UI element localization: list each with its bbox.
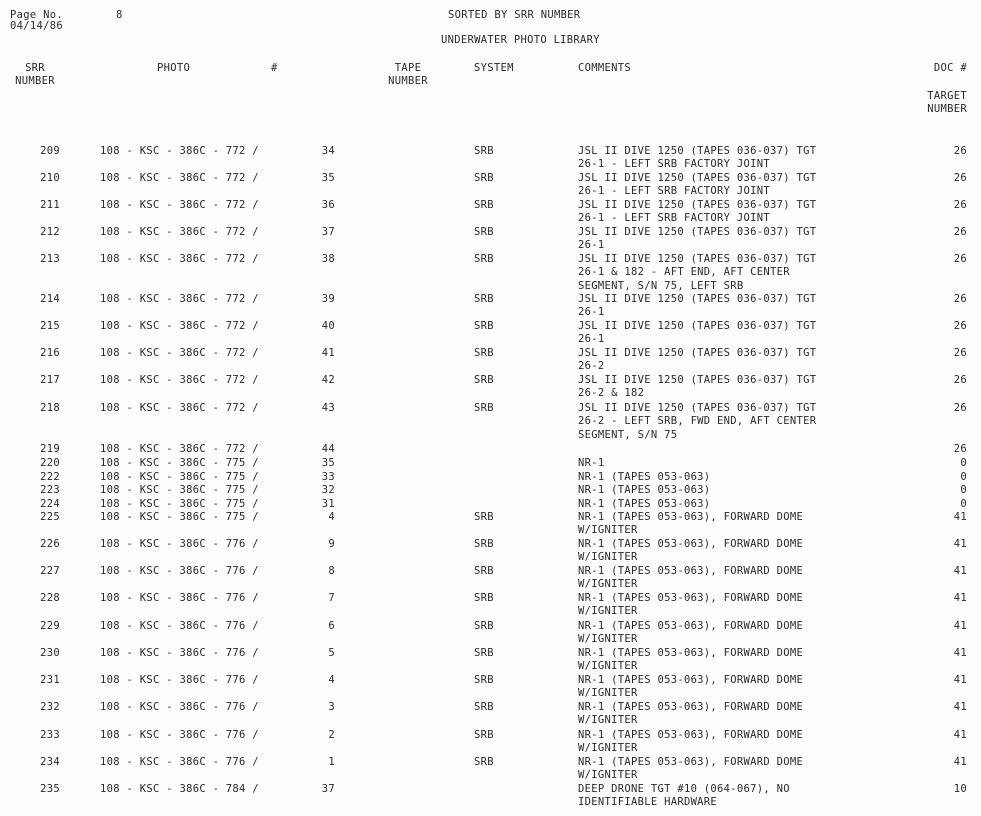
- system-cell: SRB: [474, 199, 494, 211]
- photo-number-cell: 8: [328, 565, 335, 577]
- target-number-cell: 26: [953, 226, 967, 238]
- photo-number-cell: 42: [321, 374, 335, 386]
- target-number-cell: 41: [953, 565, 967, 577]
- page-label: Page No.: [10, 9, 63, 21]
- photo-id-cell: 108 - KSC - 386C - 776 /: [100, 565, 259, 577]
- photo-id-cell: 108 - KSC - 386C - 772 /: [100, 253, 259, 265]
- comment-line: NR-1 (TAPES 053-063): [578, 471, 711, 483]
- system-cell: SRB: [474, 402, 494, 414]
- system-cell: SRB: [474, 145, 494, 157]
- comment-line: W/IGNITER: [578, 524, 638, 537]
- photo-number-cell: 37: [321, 226, 335, 238]
- target-number-cell: 41: [953, 620, 967, 632]
- photo-id-cell: 108 - KSC - 386C - 776 /: [100, 647, 259, 659]
- srr-number-cell: 212: [40, 226, 60, 238]
- photo-id-cell: 108 - KSC - 386C - 772 /: [100, 226, 259, 238]
- comment-line: NR-1 (TAPES 053-063), FORWARD DOME: [578, 565, 804, 577]
- comment-line: W/IGNITER: [578, 769, 638, 782]
- comment-line: NR-1 (TAPES 053-063): [578, 498, 711, 510]
- comment-line: JSL II DIVE 1250 (TAPES 036-037) TGT: [578, 145, 817, 157]
- srr-number-cell: 223: [40, 484, 60, 496]
- srr-number-cell: 224: [40, 498, 60, 510]
- report-title: UNDERWATER PHOTO LIBRARY: [441, 34, 600, 46]
- srr-number-cell: 218: [40, 402, 60, 414]
- photo-number-cell: 35: [321, 172, 335, 184]
- srr-number-cell: 227: [40, 565, 60, 577]
- comment-line: 26-2 & 182: [578, 387, 645, 400]
- comment-line: JSL II DIVE 1250 (TAPES 036-037) TGT: [578, 199, 817, 211]
- photo-number-cell: 4: [328, 674, 335, 686]
- srr-number-cell: 225: [40, 511, 60, 523]
- comment-line: 26-1: [578, 239, 605, 252]
- srr-number-cell: 215: [40, 320, 60, 332]
- col-srr: [6, 62, 64, 88]
- srr-number-cell: 219: [40, 443, 60, 455]
- system-cell: SRB: [474, 538, 494, 550]
- photo-number-cell: 1: [328, 756, 335, 768]
- photo-id-cell: 108 - KSC - 386C - 776 /: [100, 756, 259, 768]
- comment-line: NR-1 (TAPES 053-063): [578, 484, 711, 496]
- srr-number-cell: 222: [40, 471, 60, 483]
- comment-line: JSL II DIVE 1250 (TAPES 036-037) TGT: [578, 374, 817, 386]
- photo-number-cell: 36: [321, 199, 335, 211]
- system-cell: SRB: [474, 674, 494, 686]
- system-cell: SRB: [474, 253, 494, 265]
- comment-line: NR-1 (TAPES 053-063), FORWARD DOME: [578, 701, 804, 713]
- photo-id-cell: 108 - KSC - 386C - 775 /: [100, 457, 259, 469]
- photo-id-cell: 108 - KSC - 386C - 772 /: [100, 443, 259, 455]
- srr-number-cell: 217: [40, 374, 60, 386]
- comment-line: 26-1 - LEFT SRB FACTORY JOINT: [578, 185, 771, 198]
- srr-number-cell: 229: [40, 620, 60, 632]
- photo-id-cell: 108 - KSC - 386C - 772 /: [100, 374, 259, 386]
- photo-id-cell: 108 - KSC - 386C - 772 /: [100, 402, 259, 414]
- target-number-cell: 41: [953, 756, 967, 768]
- comment-line: JSL II DIVE 1250 (TAPES 036-037) TGT: [578, 226, 817, 238]
- comment-line: NR-1 (TAPES 053-063), FORWARD DOME: [578, 592, 804, 604]
- comment-line: NR-1 (TAPES 053-063), FORWARD DOME: [578, 511, 804, 523]
- comment-line: W/IGNITER: [578, 578, 638, 591]
- comment-line: JSL II DIVE 1250 (TAPES 036-037) TGT: [578, 347, 817, 359]
- photo-id-cell: 108 - KSC - 386C - 776 /: [100, 674, 259, 686]
- target-number-cell: 26: [953, 199, 967, 211]
- srr-number-cell: 226: [40, 538, 60, 550]
- photo-id-cell: 108 - KSC - 386C - 776 /: [100, 538, 259, 550]
- target-number-cell: 26: [953, 443, 967, 455]
- photo-number-cell: 4: [328, 511, 335, 523]
- comment-line: JSL II DIVE 1250 (TAPES 036-037) TGT: [578, 402, 817, 414]
- photo-id-cell: 108 - KSC - 386C - 784 /: [100, 783, 259, 795]
- comment-line: 26-2 - LEFT SRB, FWD END, AFT CENTER: [578, 415, 817, 428]
- photo-number-cell: 31: [321, 498, 335, 510]
- system-cell: SRB: [474, 511, 494, 523]
- system-cell: SRB: [474, 620, 494, 632]
- system-cell: SRB: [474, 701, 494, 713]
- col-target-line1: TARGET: [927, 90, 967, 102]
- target-number-cell: 10: [953, 783, 967, 795]
- comment-line: JSL II DIVE 1250 (TAPES 036-037) TGT: [578, 172, 817, 184]
- srr-number-cell: 235: [40, 783, 60, 795]
- srr-number-cell: 209: [40, 145, 60, 157]
- photo-number-cell: 39: [321, 293, 335, 305]
- target-number-cell: 0: [960, 484, 967, 496]
- system-cell: SRB: [474, 756, 494, 768]
- photo-number-cell: 41: [321, 347, 335, 359]
- photo-id-cell: 108 - KSC - 386C - 776 /: [100, 729, 259, 741]
- srr-number-cell: 228: [40, 592, 60, 604]
- target-number-cell: 26: [953, 320, 967, 332]
- target-number-cell: 26: [953, 172, 967, 184]
- col-comments: COMMENTS: [578, 62, 631, 74]
- comment-line: JSL II DIVE 1250 (TAPES 036-037) TGT: [578, 293, 817, 305]
- comment-line: NR-1 (TAPES 053-063), FORWARD DOME: [578, 756, 804, 768]
- system-cell: SRB: [474, 729, 494, 741]
- photo-id-cell: 108 - KSC - 386C - 776 /: [100, 620, 259, 632]
- photo-number-cell: 34: [321, 145, 335, 157]
- comment-line: W/IGNITER: [578, 742, 638, 755]
- srr-number-cell: 214: [40, 293, 60, 305]
- comment-line: 26-1: [578, 306, 605, 319]
- target-number-cell: 41: [953, 674, 967, 686]
- col-photo: PHOTO: [157, 62, 191, 74]
- srr-number-cell: 233: [40, 729, 60, 741]
- col-system: SYSTEM: [474, 62, 514, 74]
- photo-number-cell: 33: [321, 471, 335, 483]
- comment-line: SEGMENT, S/N 75, LEFT SRB: [578, 279, 744, 292]
- comment-line: NR-1: [578, 457, 605, 469]
- comment-line: SEGMENT, S/N 75: [578, 428, 678, 441]
- photo-number-cell: 40: [321, 320, 335, 332]
- photo-id-cell: 108 - KSC - 386C - 772 /: [100, 199, 259, 211]
- comment-line: NR-1 (TAPES 053-063), FORWARD DOME: [578, 647, 804, 659]
- photo-id-cell: 108 - KSC - 386C - 772 /: [100, 145, 259, 157]
- photo-number-cell: 38: [321, 253, 335, 265]
- target-number-cell: 41: [953, 729, 967, 741]
- photo-number-cell: 32: [321, 484, 335, 496]
- target-number-cell: 41: [953, 592, 967, 604]
- target-number-cell: 26: [953, 253, 967, 265]
- photo-id-cell: 108 - KSC - 386C - 772 /: [100, 320, 259, 332]
- comment-line: 26-1 & 182 - AFT END, AFT CENTER: [578, 266, 790, 279]
- system-cell: SRB: [474, 226, 494, 238]
- photo-number-cell: 9: [328, 538, 335, 550]
- col-srr-line1: SRR: [25, 62, 45, 74]
- photo-id-cell: 108 - KSC - 386C - 776 /: [100, 592, 259, 604]
- comment-line: NR-1 (TAPES 053-063), FORWARD DOME: [578, 538, 804, 550]
- photo-number-cell: 5: [328, 647, 335, 659]
- target-number-cell: 0: [960, 498, 967, 510]
- target-number-cell: 0: [960, 457, 967, 469]
- photo-id-cell: 108 - KSC - 386C - 775 /: [100, 498, 259, 510]
- col-target: [900, 90, 967, 116]
- srr-number-cell: 216: [40, 347, 60, 359]
- target-number-cell: 41: [953, 647, 967, 659]
- comment-line: 26-1: [578, 333, 605, 346]
- srr-number-cell: 232: [40, 701, 60, 713]
- target-number-cell: 26: [953, 145, 967, 157]
- col-number: #: [271, 62, 278, 74]
- target-number-cell: 41: [953, 511, 967, 523]
- col-tape: [380, 62, 436, 88]
- col-doc: DOC #: [933, 62, 967, 74]
- photo-number-cell: 3: [328, 701, 335, 713]
- target-number-cell: 26: [953, 293, 967, 305]
- photo-id-cell: 108 - KSC - 386C - 772 /: [100, 347, 259, 359]
- system-cell: SRB: [474, 374, 494, 386]
- photo-number-cell: 37: [321, 783, 335, 795]
- target-number-cell: 41: [953, 538, 967, 550]
- srr-number-cell: 230: [40, 647, 60, 659]
- comment-line: W/IGNITER: [578, 660, 638, 673]
- srr-number-cell: 213: [40, 253, 60, 265]
- col-tape-line2: NUMBER: [388, 75, 428, 87]
- system-cell: SRB: [474, 347, 494, 359]
- srr-number-cell: 231: [40, 674, 60, 686]
- comment-line: NR-1 (TAPES 053-063), FORWARD DOME: [578, 620, 804, 632]
- comment-line: NR-1 (TAPES 053-063), FORWARD DOME: [578, 729, 804, 741]
- photo-number-cell: 35: [321, 457, 335, 469]
- col-srr-line2: NUMBER: [15, 75, 55, 87]
- comment-line: W/IGNITER: [578, 687, 638, 700]
- comment-line: W/IGNITER: [578, 551, 638, 564]
- comment-line: W/IGNITER: [578, 605, 638, 618]
- comment-line: 26-1 - LEFT SRB FACTORY JOINT: [578, 212, 771, 225]
- srr-number-cell: 234: [40, 756, 60, 768]
- comment-line: 26-2: [578, 360, 605, 373]
- srr-number-cell: 211: [40, 199, 60, 211]
- comment-line: W/IGNITER: [578, 714, 638, 727]
- comment-line: DEEP DRONE TGT #10 (064-067), NO: [578, 783, 790, 795]
- comment-line: JSL II DIVE 1250 (TAPES 036-037) TGT: [578, 253, 817, 265]
- target-number-cell: 26: [953, 402, 967, 414]
- page-number: 8: [116, 9, 123, 21]
- photo-number-cell: 7: [328, 592, 335, 604]
- photo-number-cell: 2: [328, 729, 335, 741]
- report-date: 04/14/86: [10, 20, 63, 32]
- photo-id-cell: 108 - KSC - 386C - 772 /: [100, 172, 259, 184]
- photo-number-cell: 44: [321, 443, 335, 455]
- photo-id-cell: 108 - KSC - 386C - 776 /: [100, 701, 259, 713]
- system-cell: SRB: [474, 647, 494, 659]
- photo-number-cell: 43: [321, 402, 335, 414]
- srr-number-cell: 220: [40, 457, 60, 469]
- comment-line: NR-1 (TAPES 053-063), FORWARD DOME: [578, 674, 804, 686]
- target-number-cell: 26: [953, 374, 967, 386]
- comment-line: 26-1 - LEFT SRB FACTORY JOINT: [578, 158, 771, 171]
- photo-id-cell: 108 - KSC - 386C - 775 /: [100, 511, 259, 523]
- target-number-cell: 26: [953, 347, 967, 359]
- col-tape-line1: TAPE: [394, 62, 422, 74]
- comment-line: JSL II DIVE 1250 (TAPES 036-037) TGT: [578, 320, 817, 332]
- photo-id-cell: 108 - KSC - 386C - 775 /: [100, 471, 259, 483]
- system-cell: SRB: [474, 172, 494, 184]
- photo-id-cell: 108 - KSC - 386C - 772 /: [100, 293, 259, 305]
- system-cell: SRB: [474, 293, 494, 305]
- system-cell: SRB: [474, 565, 494, 577]
- sort-title: SORTED BY SRR NUMBER: [448, 9, 581, 21]
- srr-number-cell: 210: [40, 172, 60, 184]
- target-number-cell: 0: [960, 471, 967, 483]
- col-target-line2: NUMBER: [927, 103, 967, 115]
- photo-number-cell: 6: [328, 620, 335, 632]
- comment-line: IDENTIFIABLE HARDWARE: [578, 796, 718, 809]
- comment-line: W/IGNITER: [578, 633, 638, 646]
- target-number-cell: 41: [953, 701, 967, 713]
- system-cell: SRB: [474, 592, 494, 604]
- photo-id-cell: 108 - KSC - 386C - 775 /: [100, 484, 259, 496]
- system-cell: SRB: [474, 320, 494, 332]
